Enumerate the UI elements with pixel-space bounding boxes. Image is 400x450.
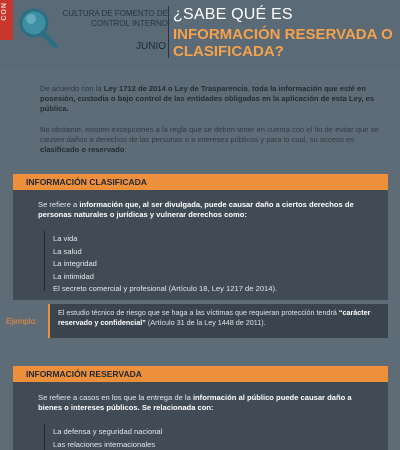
list-item: La defensa y seguridad nacional xyxy=(53,427,163,436)
example-label: Ejemplo: xyxy=(6,317,38,326)
intro-p1-text-c: , xyxy=(247,84,252,93)
list-item: La integridad xyxy=(53,259,97,268)
list-rule xyxy=(44,424,45,450)
example-citation: (Artículo 31 de la Ley 1448 de 2011). xyxy=(145,318,266,327)
list-item: La intimidad xyxy=(53,271,94,281)
reservada-list xyxy=(53,427,162,450)
section-heading-bar xyxy=(13,366,388,382)
reservada-description xyxy=(38,393,360,414)
list-item: Las relaciones internacionales xyxy=(53,439,156,449)
header-divider xyxy=(168,6,169,58)
side-tab xyxy=(0,0,13,40)
reservada-desc-b: información al público puede causar daño a bienes o intereses públicos. Se relacionada con: xyxy=(38,393,352,413)
example-text xyxy=(58,308,380,328)
section-heading-bar xyxy=(13,174,388,190)
intro-p1-emphasis: toda la información que esté en posesión, custodia o bajo control de las entidades obligadas en la aplicación de esta Ley, es pública. xyxy=(40,84,375,114)
example-text-a: El estudio técnico de riesgo que se haga a las víctimas que requieran protección tendrá xyxy=(58,308,339,317)
intro-p1-text-a: De acuerdo con la xyxy=(40,84,104,93)
list-item: La vida xyxy=(53,234,78,243)
month-label: JUNIO xyxy=(136,41,166,52)
reservada-heading: INFORMACIÓN RESERVADA xyxy=(26,369,142,379)
header xyxy=(0,0,400,68)
intro-paragraph-2 xyxy=(40,125,380,156)
clasificada-description xyxy=(38,200,360,221)
clasificada-heading: INFORMACIÓN CLASIFICADA xyxy=(26,177,147,187)
example-accent-mark xyxy=(48,304,50,338)
clasificada-desc-a: Se refiere a xyxy=(38,200,80,209)
clasificada-desc-b: información que, al ser divulgada, puede causar daño a ciertos derechos de personas naturales o jurídicas y vulnerar derechos como: xyxy=(38,200,354,220)
side-tab-label: CON xyxy=(1,2,8,21)
example-quote: “carácter reservado y confidencial” xyxy=(58,308,371,327)
reservada-desc-a: Se refiere a casos en los que la entrega de la xyxy=(38,393,193,402)
intro-p2-text-a: No obstante, existen excepciones a la regla que se deben tener en cuenta con el fin de evitar que se causen daños a derechos de las personas o a intereses públicos y para lo cual, su acceso es xyxy=(40,125,379,145)
title-line1: ¿SABE QUÉ ES xyxy=(173,6,293,23)
list-item: La salud xyxy=(53,246,82,256)
title-line2: INFORMACIÓN RESERVADA O CLASIFICADA? xyxy=(173,26,393,60)
intro-paragraph-1 xyxy=(40,84,380,115)
intro-p2-text-c: : xyxy=(124,145,127,155)
intro-p2-emphasis: clasificado o reservado xyxy=(40,145,125,155)
magnifier-icon xyxy=(14,4,60,50)
law-name: Ley 1712 de 2014 o Ley de Trasparencia xyxy=(103,84,248,93)
list-rule xyxy=(44,231,45,291)
organization-name: CULTURA DE FOMENTO DE CONTROL INTERNO xyxy=(62,9,168,28)
clasificada-list xyxy=(53,234,277,297)
list-item: El secreto comercial y profesional (Artículo 18, Ley 1217 de 2014). xyxy=(53,284,278,293)
